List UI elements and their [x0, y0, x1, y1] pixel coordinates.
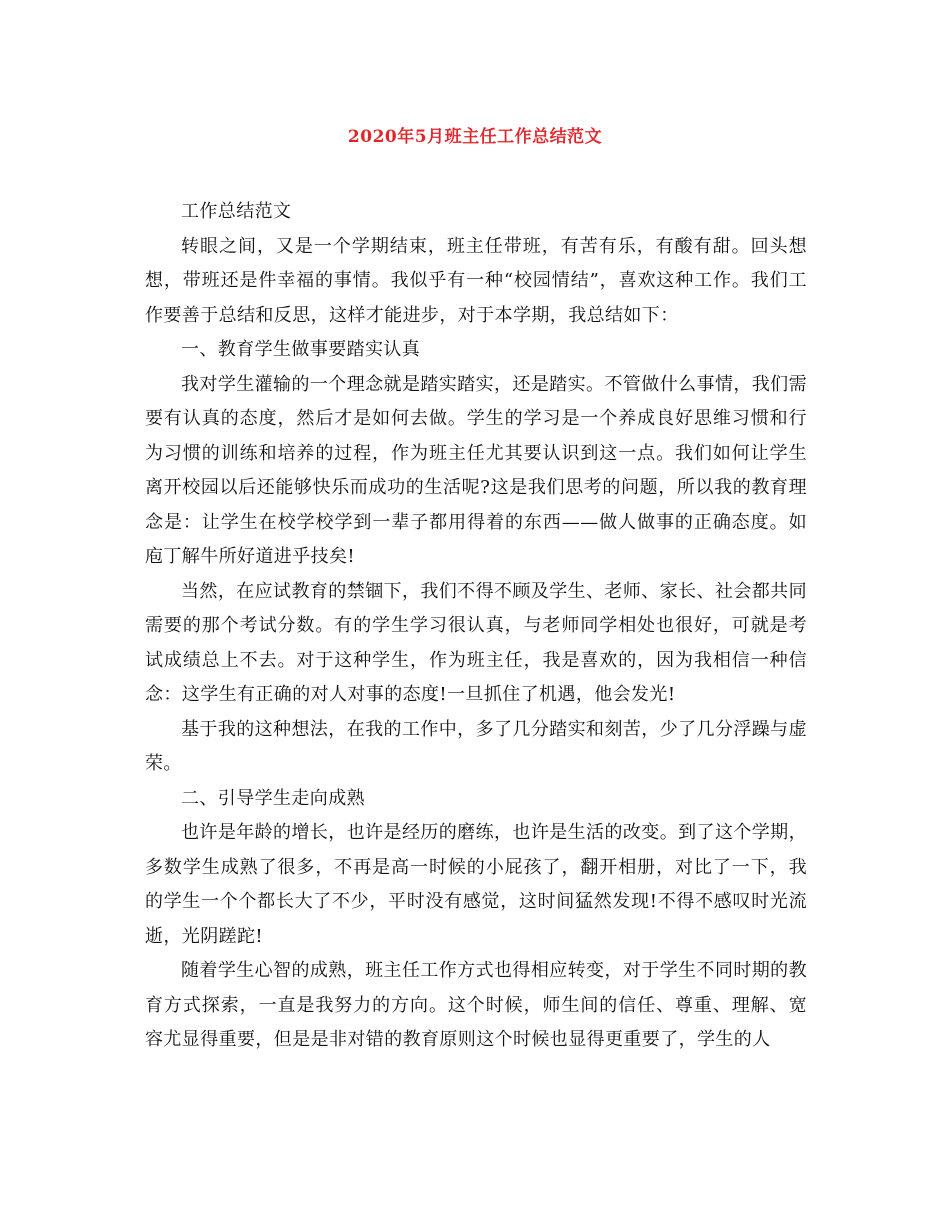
paragraph: 工作总结范文: [181, 201, 292, 222]
paragraph: 当然，在应试教育的禁锢下，我们不得不顾及学生、老师、家长、社会都共同需要的那个考试分数。有的学生学习很认真，与老师同学相处也很好，可就是考试成绩总上不去。对于这种学生，作为班主任，我是喜欢的，因为我相信一种信念：这学生有正确的对人对事的态度!一旦抓住了机遇，他会发光!: [145, 580, 807, 705]
paragraph: 转眼之间，又是一个学期结束，班主任带班，有苦有乐，有酸有甜。回头想想，带班还是件幸福的事情。我似乎有一种“校园情结”，喜欢这种工作。我们工作要善于总结和反思，这样才能进步，对于本学期，我总结如下：: [145, 235, 807, 326]
section-heading: 二、引导学生走向成熟: [181, 787, 365, 809]
paragraph: 我对学生灌输的一个理念就是踏实踏实，还是踏实。不管做什么事情，我们需要有认真的态度，然后才是如何去做。学生的学习是一个养成良好思维习惯和行为习惯的训练和培养的过程，作为班主任尤其要认识到这一点。我们如何让学生离开校园以后还能够快乐而成功的生活呢?这是我们思考的问题，所以我的教育理念是：让学生在校学校学到一辈子都用得着的东西——做人做事的正确态度。如庖丁解牛所好道进乎技矣!: [145, 373, 807, 567]
document-body: [145, 195, 807, 1058]
paragraph: 随着学生心智的成熟，班主任工作方式也得相应转变，对于学生不同时期的教育方式探索，一直是我努力的方向。这个时候，师生间的信任、尊重、理解、宽容尤显得重要，但是是非对错的教育原则这个时候也显得更重要了，学生的人: [145, 960, 807, 1050]
document-title: 2020年5月班主任工作总结范文: [347, 127, 603, 147]
paragraph: 基于我的这种想法，在我的工作中，多了几分踏实和刻苦，少了几分浮躁与虚荣。: [145, 718, 807, 774]
paragraph: 也许是年龄的增长，也许是经历的磨练，也许是生活的改变。到了这个学期，多数学生成熟了很多，不再是高一时候的小屁孩了，翻开相册，对比了一下，我的学生一个个都长大了不少，平时没有感觉，这时间猛然发现!不得不感叹时光流逝，光阴蹉跎!: [145, 822, 807, 947]
section-heading: 一、教育学生做事要踏实认真: [181, 339, 421, 360]
